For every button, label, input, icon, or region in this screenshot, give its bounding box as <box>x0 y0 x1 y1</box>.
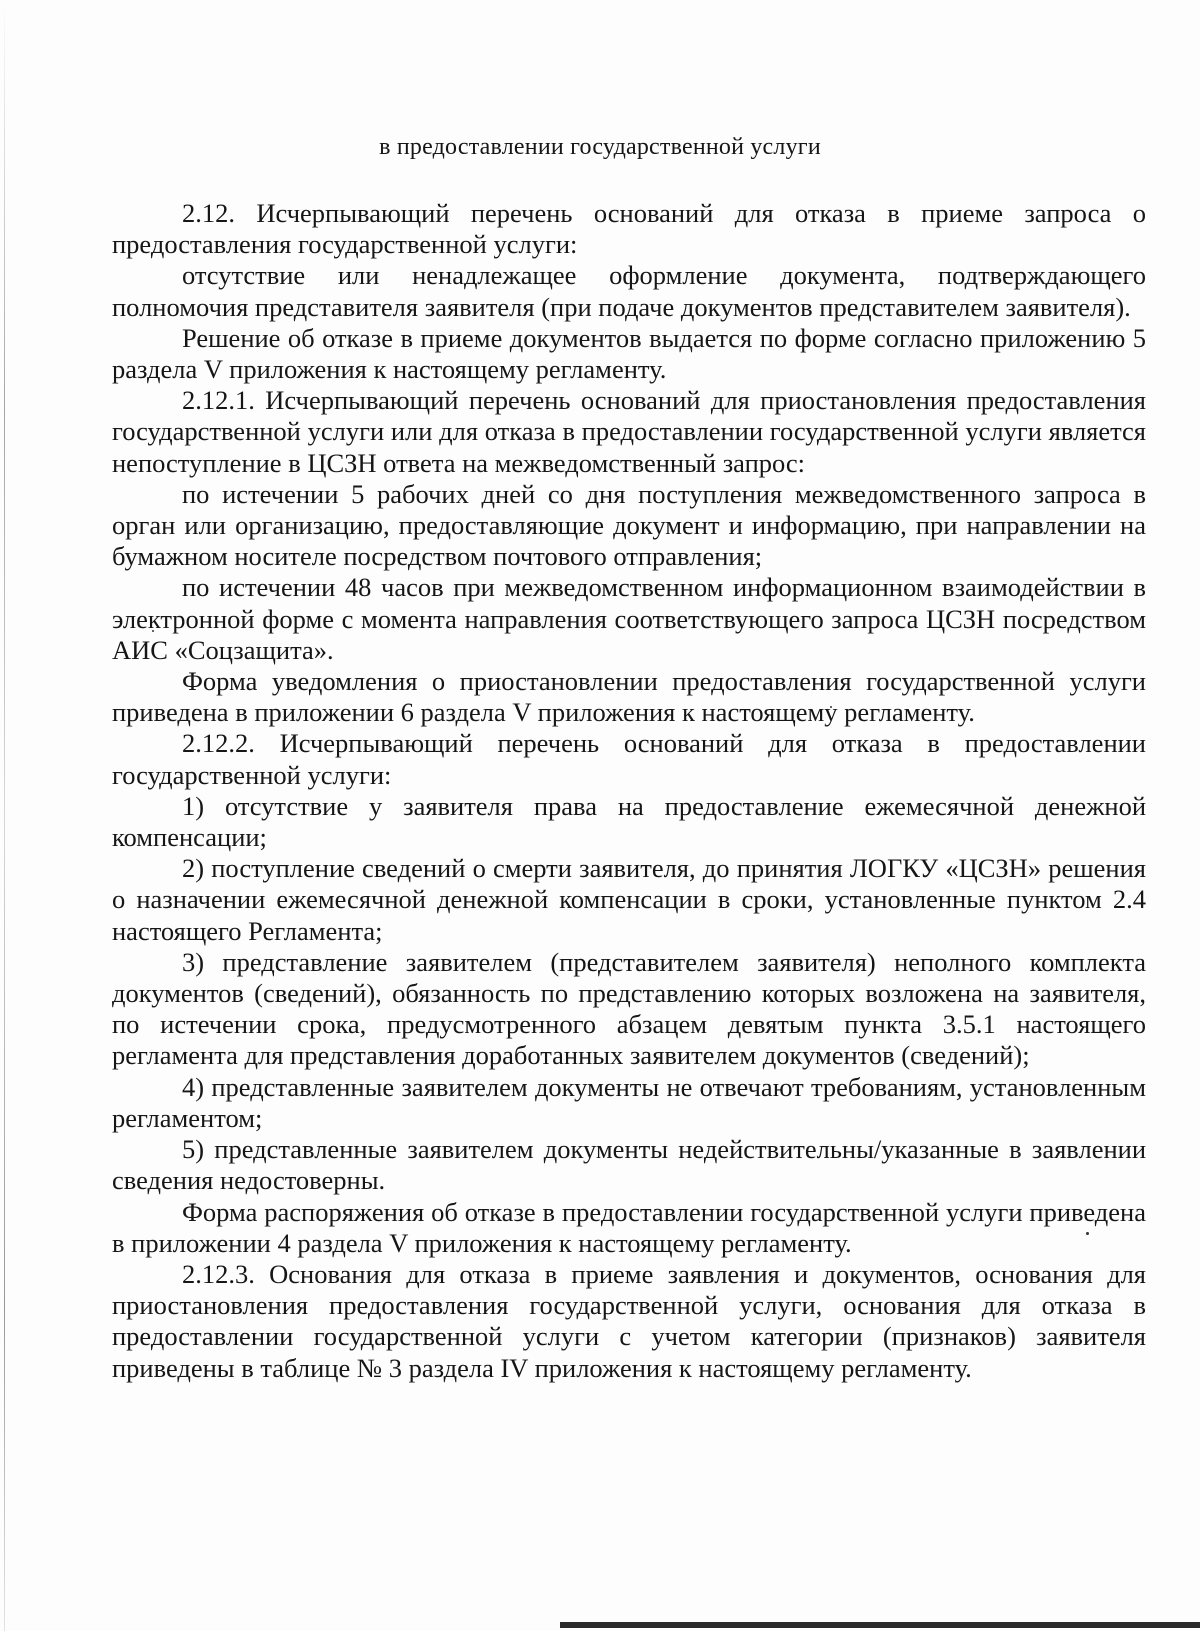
list-item-3: 3) представление заявителем (представителем заявителя) неполного комплекта документов (сведений), обязанность по представлению которых возложена на заявителя, по истечении срока, предусмотренного абзацем девятым пункта 3.5.1 настоящего регламента для представления доработанных заявителем документов (сведений); <box>112 946 1146 1071</box>
paragraph-refusal-ground: отсутствие или ненадлежащее оформление документа, подтверждающего полномочия представителя заявителя (при подаче документов представителем заявителя). <box>112 260 1146 322</box>
paragraph-2-12-3: 2.12.3. Основания для отказа в приеме заявления и документов, основания для приостановления предоставления государственной услуги, основания для отказа в предоставлении государственной услуги с учетом категории (признаков) заявителя приведены в таблице № 3 раздела IV приложения к настоящему регламенту. <box>112 1258 1146 1383</box>
list-item-4: 4) представленные заявителем документы не отвечают требованиям, установленным регламентом; <box>112 1071 1146 1133</box>
paragraph-refusal-order: Форма распоряжения об отказе в предоставлении государственной услуги приведена в приложении 4 раздела V приложения к настоящему регламенту. <box>112 1196 1146 1258</box>
scan-edge-left <box>4 0 5 1631</box>
paragraph-48-hours: по истечении 48 часов при межведомственном информационном взаимодействии в электронной форме с момента направления соответствующего запроса ЦСЗН посредством АИС «Соцзащита». <box>112 572 1146 665</box>
page-header: в предоставлении государственной услуги <box>379 134 821 160</box>
paragraph-2-12-1: 2.12.1. Исчерпывающий перечень оснований для приостановления предоставления государственной услуги или для отказа в предоставлении государственной услуги является непоступление в ЦСЗН ответа на межведомственный запрос: <box>112 385 1146 478</box>
paragraph-2-12: 2.12. Исчерпывающий перечень оснований для отказа в приеме запроса о предоставления государственной услуги: <box>112 198 1146 260</box>
list-item-1: 1) отсутствие у заявителя права на предоставление ежемесячной денежной компенсации; <box>112 790 1146 853</box>
document-body <box>112 198 1146 1384</box>
paragraph-suspension-notice: Форма уведомления о приостановлении предоставления государственной услуги приведена в приложении 6 раздела V приложения к настоящему регламенту. <box>112 666 1146 728</box>
paragraph-5-working-days: по истечении 5 рабочих дней со дня поступления межведомственного запроса в орган или организацию, предоставляющие документ и информацию, при направлении на бумажном носителе посредством почтового отправления; <box>112 478 1146 572</box>
paragraph-2-12-2: 2.12.2. Исчерпывающий перечень оснований для отказа в предоставлении государственной услуги: <box>112 728 1146 790</box>
list-item-5: 5) представленные заявителем документы недействительны/указанные в заявлении сведения недостоверны. <box>112 1134 1146 1196</box>
paragraph-refusal-decision: Решение об отказе в приеме документов выдается по форме согласно приложению 5 раздела V приложения к настоящему регламенту. <box>112 322 1146 385</box>
scan-edge-bottom <box>560 1622 1200 1628</box>
list-item-2: 2) поступление сведений о смерти заявителя, до принятия ЛОГКУ «ЦСЗН» решения о назначении ежемесячной денежной компенсации в сроки, установленные пунктом 2.4 настоящего Регламента; <box>112 853 1146 946</box>
